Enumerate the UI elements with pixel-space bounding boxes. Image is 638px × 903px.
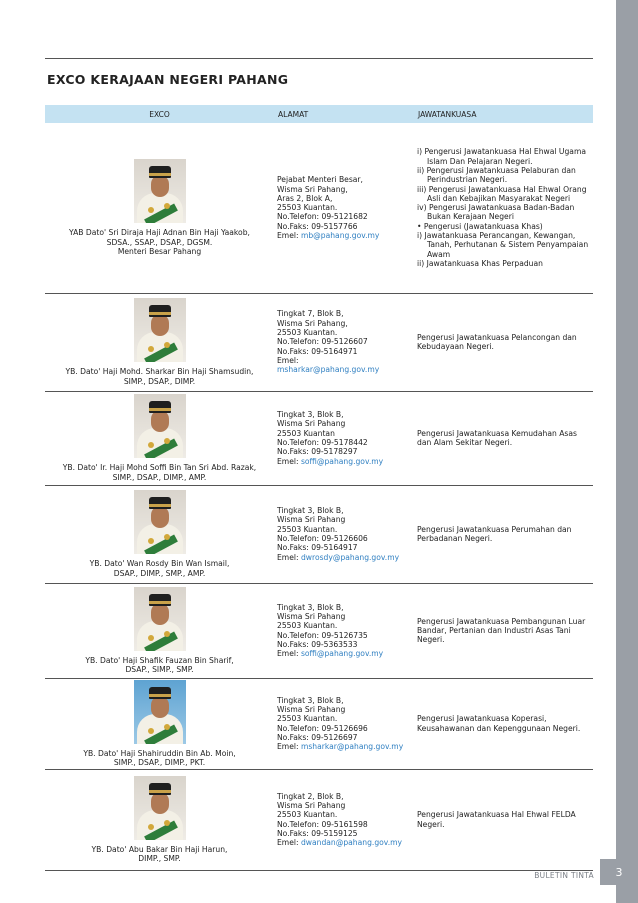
address-line: Tingkat 7, Blok B, <box>277 309 344 319</box>
member-photo <box>134 776 186 840</box>
email-link[interactable]: msharkar@pahang.gov.my <box>277 365 380 375</box>
member-titles: SIMP., DSAP., DIMP. <box>123 376 196 386</box>
exco-cell <box>45 123 274 293</box>
phone-line: No.Telefon: 09-5126606 <box>277 534 368 543</box>
exco-cell <box>45 678 274 769</box>
column-header-exco: EXCO <box>45 105 274 123</box>
address-line: 25503 Kuantan. <box>277 203 338 213</box>
email-label: Emel: <box>277 355 299 365</box>
address-line: Wisma Sri Pahang, <box>277 318 348 328</box>
email-line: Emel: soffi@pahang.gov.my <box>277 456 384 466</box>
committee-text: Pengerusi Jawatankuasa Hal Ehwal FELDA Negeri. <box>414 769 593 870</box>
address-line: Tingkat 3, Blok B, <box>277 602 344 612</box>
email-line <box>277 365 411 374</box>
address-line: 25503 Kuantan. <box>277 621 338 631</box>
table-row <box>45 485 593 583</box>
committee-text: Pengerusi Jawatankuasa Perumahan dan Perbadanan Negeri. <box>414 485 593 583</box>
exco-cell <box>45 391 274 485</box>
member-titles: SDSA., SSAP., DSAP., DGSM. <box>106 237 213 247</box>
table-row <box>45 391 593 485</box>
committee-item: ii) Pengerusi Jawatankuasa Pelaburan dan Perindustrian Negeri. <box>417 165 576 185</box>
table-row <box>45 293 593 391</box>
committee-item: i) Jawatankuasa Perancangan, Kewangan, Tanah, Perhutanan & Sistem Penyampaian Awam <box>417 230 589 259</box>
address-line: 25503 Kuantan. <box>277 810 338 820</box>
member-photo <box>134 490 186 554</box>
address-line: Wisma Sri Pahang, <box>277 184 348 194</box>
committee-list <box>417 147 590 268</box>
fax-line: No.Faks: 09-5164971 <box>277 346 358 356</box>
address-line: Wisma Sri Pahang <box>277 704 346 714</box>
address-cell <box>274 123 414 293</box>
committee-text: Pengerusi Jawatankuasa Pelancongan dan Kebudayaan Negeri. <box>414 293 593 391</box>
member-photo <box>134 298 186 362</box>
exco-cell <box>45 583 274 678</box>
address-cell <box>274 391 414 485</box>
page-title: EXCO KERAJAAN NEGERI PAHANG <box>47 72 289 87</box>
address-line: Wisma Sri Pahang <box>277 515 346 525</box>
phone-line: No.Telefon: 09-5126735 <box>277 630 368 640</box>
member-photo <box>134 680 186 744</box>
member-name: YB. Dato' Haji Shahiruddin Bin Ab. Moin, <box>83 748 236 758</box>
member-titles: SIMP., DSAP., DIMP., PKT. <box>113 758 206 767</box>
address-line: 25503 Kuantan <box>277 428 335 438</box>
fax-line: No.Faks: 09-5159125 <box>277 828 358 838</box>
member-photo <box>134 587 186 651</box>
committee-item: i) Pengerusi Jawatankuasa Hal Ehwal Ugama Islam Dan Pelajaran Negeri. <box>417 147 587 166</box>
member-photo <box>134 394 186 458</box>
fax-line: No.Faks: 09-5126697 <box>277 732 358 742</box>
email-link[interactable]: mb@pahang.gov.my <box>300 230 380 240</box>
email-link[interactable]: dwandan@pahang.gov.my <box>300 838 402 848</box>
table-row <box>45 769 593 870</box>
email-line: Emel: msharkar@pahang.gov.my <box>277 742 404 752</box>
member-name: YAB Dato' Sri Diraja Haji Adnan Bin Haji Yaakob, <box>69 228 250 238</box>
email-link[interactable]: soffi@pahang.gov.my <box>300 456 384 466</box>
member-titles: DSAP., DIMP., SMP., AMP. <box>113 568 206 578</box>
phone-line: No.Telefon: 09-5178442 <box>277 438 368 447</box>
exco-cell <box>45 293 274 391</box>
member-titles: DIMP., SMP. <box>138 854 181 863</box>
footer-label: BULETIN TINTA <box>534 871 594 880</box>
committee-item: iv) Pengerusi Jawatankuasa Badan-Badan Bukan Kerajaan Negeri <box>417 203 575 222</box>
exco-cell <box>45 769 274 870</box>
table-row <box>45 678 593 769</box>
member-titles: SIMP., DSAP., DIMP., AMP. <box>112 472 207 482</box>
address-line: 25503 Kuantan. <box>277 714 338 724</box>
email-line: Emel: dwandan@pahang.gov.my <box>277 838 402 848</box>
member-name: YB. Dato' Wan Rosdy Bin Wan Ismail, <box>89 559 230 569</box>
email-link[interactable]: soffi@pahang.gov.my <box>300 649 384 659</box>
committee-cell <box>414 123 593 293</box>
exco-table <box>45 105 593 871</box>
member-name: YB. Dato' Haji Mohd. Sharkar Bin Haji Shamsudin, <box>65 367 254 377</box>
address-line: Tingkat 2, Blok B, <box>277 791 344 801</box>
address-cell <box>274 293 414 391</box>
member-name: YB. Dato' Haji Shafik Fauzan Bin Sharif, <box>85 655 234 665</box>
committee-item: • Pengerusi (Jawatankuasa Khas) <box>417 221 543 231</box>
committee-item: iii) Pengerusi Jawatankuasa Hal Ehwal Orang Asli dan Kebajikan Masyarakat Negeri <box>417 184 587 203</box>
top-rule <box>45 58 593 59</box>
table-row <box>45 583 593 678</box>
address-cell <box>274 769 414 870</box>
table-header-row <box>45 105 593 123</box>
address-line: Tingkat 3, Blok B, <box>277 506 344 516</box>
email-link[interactable]: msharkar@pahang.gov.my <box>300 742 404 752</box>
fax-line: No.Faks: 09-5178297 <box>277 447 358 457</box>
column-header-jawatankuasa: JAWATANKUASA <box>414 105 593 123</box>
email-line: Emel: dwrosdy@pahang.gov.my <box>277 552 400 562</box>
address-line: Wisma Sri Pahang <box>277 800 346 810</box>
address-line: 25503 Kuantan. <box>277 328 338 338</box>
address-line: Tingkat 3, Blok B, <box>277 410 344 420</box>
address-line: Aras 2, Blok A, <box>277 193 333 203</box>
committee-text: Pengerusi Jawatankuasa Pembangunan Luar Bandar, Pertanian dan Industri Asas Tani Negeri. <box>414 583 593 678</box>
address-cell <box>274 485 414 583</box>
table-row <box>45 123 593 293</box>
fax-line: No.Faks: 09-5363533 <box>277 639 358 649</box>
address-cell <box>274 678 414 769</box>
member-titles: DSAP., SIMP., SMP. <box>125 665 194 674</box>
side-bar <box>616 0 638 903</box>
member-photo <box>134 159 186 223</box>
committee-item: ii) Jawatankuasa Khas Perpaduan <box>417 258 543 268</box>
address-cell <box>274 583 414 678</box>
address-line: Wisma Sri Pahang <box>277 611 346 621</box>
phone-line: No.Telefon: 09-5126607 <box>277 337 368 347</box>
address-line: Tingkat 3, Blok B, <box>277 695 344 705</box>
address-line: Wisma Sri Pahang <box>277 419 346 429</box>
email-line: Emel: soffi@pahang.gov.my <box>277 649 384 659</box>
fax-line: No.Faks: 09-5164917 <box>277 543 358 553</box>
email-line: Emel: mb@pahang.gov.my <box>277 230 380 240</box>
committee-text: Pengerusi Jawatankuasa Koperasi, Keusahawanan dan Kepenggunaan Negeri. <box>414 678 593 769</box>
fax-line: No.Faks: 09-5157766 <box>277 221 358 231</box>
exco-cell <box>45 485 274 583</box>
phone-line: No.Telefon: 09-5121682 <box>277 212 368 222</box>
address-line: Pejabat Menteri Besar, <box>277 175 363 185</box>
member-role: Menteri Besar Pahang <box>117 246 202 256</box>
member-name: YB. Dato' Abu Bakar Bin Haji Harun, <box>91 844 228 854</box>
column-header-alamat: ALAMAT <box>274 105 414 123</box>
committee-text: Pengerusi Jawatankuasa Kemudahan Asas dan Alam Sekitar Negeri. <box>414 391 593 485</box>
member-name: YB. Dato' Ir. Haji Mohd Soffi Bin Tan Sri Abd. Razak, <box>62 463 257 473</box>
phone-line: No.Telefon: 09-5161598 <box>277 819 368 829</box>
page-number: 3 <box>600 859 638 885</box>
phone-line: No.Telefon: 09-5126696 <box>277 723 368 733</box>
email-link[interactable]: dwrosdy@pahang.gov.my <box>300 552 400 562</box>
address-line: 25503 Kuantan. <box>277 524 338 534</box>
